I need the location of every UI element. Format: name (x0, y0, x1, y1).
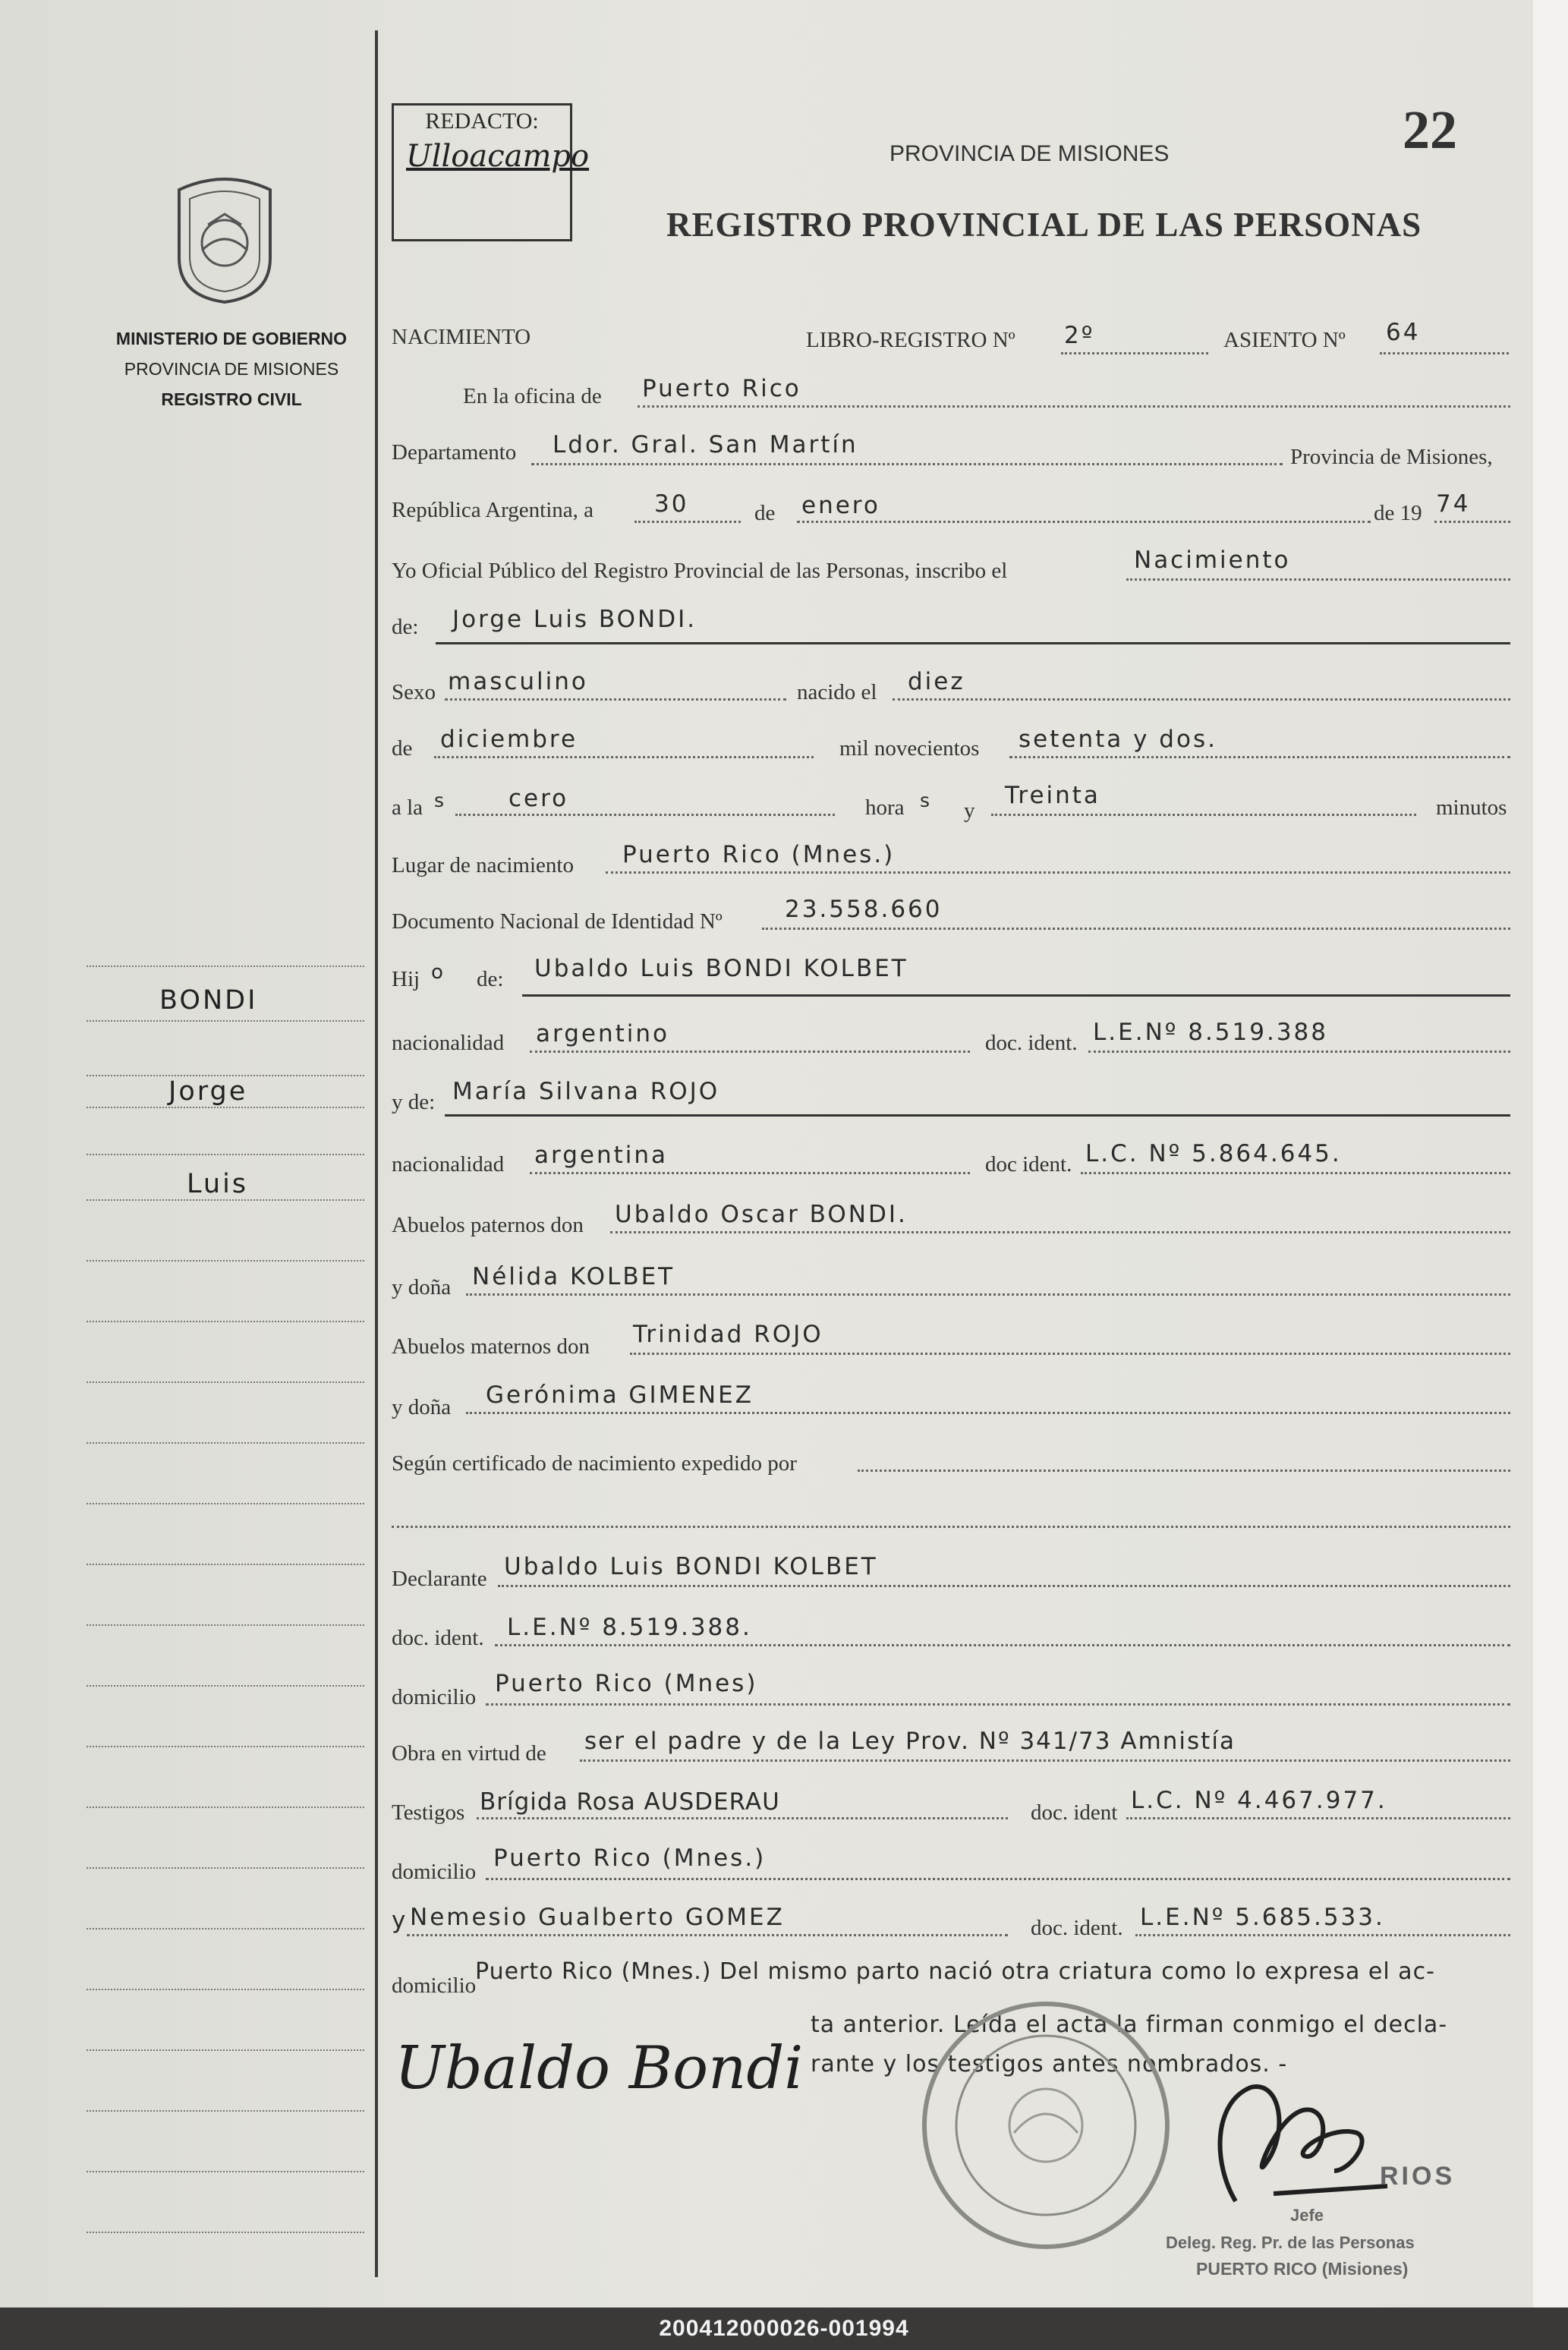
closing-title: Jefe (1290, 2206, 1324, 2225)
value-padre-doc: L.E.Nº 8.519.388 (1093, 1019, 1328, 1046)
label-abuelos-maternos: Abuelos maternos don (392, 1334, 590, 1359)
value-nombre: Jorge Luis BONDI. (452, 606, 697, 633)
line-declarante (498, 1585, 1510, 1587)
margin-first-name: Jorge (168, 1076, 248, 1107)
value-testigo2-dom: Puerto Rico (Mnes.) Del mismo parto nació otra criatura como lo expresa el ac- (475, 1958, 1435, 1985)
line-nacido-dia (893, 698, 1510, 701)
label-testigos: Testigos (392, 1800, 465, 1825)
value-decl-doc: L.E.Nº 8.519.388. (507, 1614, 752, 1641)
label-republica: República Argentina, a (392, 498, 594, 522)
official-stamp-icon (917, 1996, 1175, 2254)
margin-line (87, 1199, 364, 1201)
line-testigo1 (477, 1817, 1008, 1819)
value-libro: 2º (1064, 322, 1095, 349)
line-sexo (445, 698, 786, 701)
line-hora (455, 814, 835, 816)
line-padre-nac (530, 1051, 970, 1053)
value-nacido-mes: diciembre (440, 726, 578, 753)
value-inscribe: Nacimiento (1134, 547, 1291, 574)
label-de-nombre: de: (392, 615, 419, 639)
ministry-name: MINISTERIO DE GOBIERNO (115, 329, 348, 348)
label-departamento: Departamento (392, 440, 517, 465)
value-decl-dom: Puerto Rico (Mnes) (495, 1670, 758, 1697)
label-de: de (754, 501, 776, 525)
header-registry: REGISTRO PROVINCIAL DE LAS PERSONAS (666, 206, 1422, 244)
label-nacido-el: nacido el (797, 680, 877, 704)
value-declarante: Ubaldo Luis BONDI KOLBET (504, 1553, 878, 1580)
registry-name: REGISTRO CIVIL (161, 389, 302, 409)
value-dia: 30 (654, 490, 689, 518)
line-decl-dom (486, 1703, 1510, 1706)
label-libro: LIBRO-REGISTRO Nº (806, 328, 1015, 352)
line-lugar (606, 871, 1510, 874)
value-nacido-dia: diez (908, 668, 965, 695)
value-abuela-mat: Gerónima GIMENEZ (486, 1381, 754, 1409)
label-de-mes: de (392, 736, 413, 761)
line-decl-doc (495, 1644, 1510, 1646)
line-testigo2 (407, 1934, 1008, 1936)
margin-line (87, 1020, 364, 1022)
value-nacido-anio: setenta y dos. (1019, 726, 1217, 753)
label-doc-ident-padre: doc. ident. (985, 1031, 1078, 1055)
note-line-1: ta anterior. Leída el acta la firman conmigo el decla- (811, 2011, 1448, 2038)
label-documento: Documento Nacional de Identidad Nº (392, 909, 723, 934)
value-obra: ser el padre y de la Ley Prov. Nº 341/73 Amnistía (584, 1728, 1236, 1755)
label-testigo2-domicilio: domicilio (392, 1974, 477, 1998)
value-madre-doc: L.C. Nº 5.864.645. (1085, 1140, 1342, 1167)
line-testigo2-doc (1135, 1934, 1510, 1936)
line-madre-nac (530, 1172, 970, 1174)
value-asiento: 64 (1386, 319, 1421, 346)
line-nacido-mes (434, 756, 814, 758)
label-nacimiento: NACIMIENTO (392, 325, 531, 349)
label-provincia-misiones: Provincia de Misiones, (1290, 445, 1493, 469)
value-padre: Ubaldo Luis BONDI KOLBET (534, 955, 908, 982)
oficial-signature-icon (1182, 2072, 1410, 2209)
line-mes (797, 521, 1371, 523)
line-obra (580, 1759, 1510, 1762)
value-hij-suffix: o (431, 961, 446, 984)
line-anio (1434, 521, 1510, 523)
label-doc-ident-testigo1: doc. ident (1031, 1800, 1118, 1825)
label-y-de: y de: (392, 1090, 436, 1114)
line-padre-doc (1088, 1051, 1510, 1053)
label-oficina: En la oficina de (463, 384, 602, 408)
label-mil-novecientos: mil novecientos (839, 736, 980, 761)
value-hora-suffix: s (920, 789, 933, 811)
line-segun-2 (392, 1526, 1510, 1528)
line-minutos (991, 814, 1416, 816)
label-sexo: Sexo (392, 680, 436, 704)
label-lugar: Lugar de nacimiento (392, 853, 574, 877)
province-name: PROVINCIA DE MISIONES (124, 359, 339, 379)
page-number: 22 (1403, 99, 1457, 160)
label-nacionalidad-madre: nacionalidad (392, 1152, 505, 1177)
value-testigo2-prefix: y (392, 1907, 408, 1934)
label-doc-ident-madre: doc ident. (985, 1152, 1072, 1177)
value-minutos: Treinta (1005, 782, 1100, 809)
line-oficina (638, 405, 1510, 408)
label-declarante: Declarante (392, 1567, 487, 1591)
value-anio: 74 (1436, 490, 1471, 518)
line-abuelo-pat (610, 1231, 1510, 1233)
value-hora: cero (508, 785, 569, 812)
label-abuelos-paternos: Abuelos paternos don (392, 1213, 584, 1237)
line-abuela-mat (466, 1412, 1510, 1414)
ministry-block (83, 323, 379, 414)
label-decl-domicilio: domicilio (392, 1685, 477, 1709)
label-y-dona-pat: y doña (392, 1275, 452, 1299)
margin-middle-name: Luis (187, 1169, 249, 1199)
value-testigo2: Nemesio Gualberto GOMEZ (410, 1904, 785, 1931)
label-decl-doc: doc. ident. (392, 1626, 484, 1650)
label-yo-oficial: Yo Oficial Público del Registro Provincial de las Personas, inscribo el (392, 559, 1008, 583)
line-dni (762, 928, 1510, 930)
label-testigo1-domicilio: domicilio (392, 1860, 477, 1884)
line-padre (522, 994, 1510, 997)
label-segun: Según certificado de nacimiento expedido por (392, 1451, 797, 1476)
line-testigo1-doc (1126, 1817, 1510, 1819)
value-testigo2-doc: L.E.Nº 5.685.533. (1140, 1904, 1385, 1931)
page-edge (1533, 0, 1568, 2307)
line-abuelo-mat (630, 1353, 1510, 1355)
label-doc-ident-testigo2: doc. ident. (1031, 1916, 1123, 1940)
label-hij: Hij (392, 967, 420, 991)
label-de-19: de 19 (1374, 501, 1422, 525)
declarante-signature: Ubaldo Bondi (395, 2034, 804, 2103)
closing-place: PUERTO RICO (Misiones) (1196, 2259, 1409, 2279)
value-testigo1-dom: Puerto Rico (Mnes.) (493, 1844, 767, 1872)
label-a-la: a la (392, 795, 423, 820)
note-line-2: rante y los testigos antes nombrados. - (811, 2051, 1288, 2078)
value-lugar: Puerto Rico (Mnes.) (622, 841, 896, 868)
margin-surname: BONDI (159, 985, 258, 1016)
label-y: y (964, 799, 975, 823)
value-departamento: Ldor. Gral. San Martín (553, 431, 858, 458)
line-nacido-anio (1009, 756, 1510, 758)
redacto-signature: Ulloacampo (406, 139, 590, 174)
line-departamento (531, 463, 1283, 465)
value-madre-nac: argentina (534, 1142, 669, 1169)
value-abuelo-pat: Ubaldo Oscar BONDI. (615, 1201, 908, 1228)
closing-office: Deleg. Reg. Pr. de las Personas (1166, 2233, 1415, 2252)
label-minutos: minutos (1436, 795, 1507, 820)
line-nombre (436, 642, 1510, 644)
margin-line (87, 1107, 364, 1108)
label-asiento: ASIENTO Nº (1223, 328, 1346, 352)
value-padre-nac: argentino (536, 1020, 669, 1047)
value-mes: enero (801, 492, 880, 519)
value-abuela-pat: Nélida KOLBET (472, 1263, 675, 1290)
line-libro (1061, 352, 1208, 354)
header-province: PROVINCIA DE MISIONES (889, 141, 1170, 166)
provincial-seal-icon (165, 175, 284, 304)
value-abuelo-mat: Trinidad ROJO (633, 1321, 823, 1348)
margin-line (87, 966, 364, 967)
label-nacionalidad-padre: nacionalidad (392, 1031, 505, 1055)
redacto-box (392, 103, 590, 241)
label-y-dona-mat: y doña (392, 1395, 452, 1419)
line-madre-doc (1081, 1172, 1510, 1174)
line-asiento (1380, 352, 1509, 354)
margin-line (87, 1154, 364, 1155)
line-segun (858, 1470, 1510, 1472)
closing-name: RIOS (1380, 2162, 1456, 2191)
footer-code: 200412000026-001994 (0, 2307, 1568, 2350)
line-testigo1-dom (486, 1878, 1510, 1880)
redacto-title: REDACTO: (425, 109, 539, 134)
value-madre: María Silvana ROJO (452, 1078, 720, 1105)
value-sexo: masculino (448, 668, 588, 695)
value-dni: 23.558.660 (785, 896, 943, 923)
label-hij-de: de: (477, 967, 504, 991)
value-testigo1-doc: L.C. Nº 4.467.977. (1131, 1787, 1387, 1814)
label-obra: Obra en virtud de (392, 1741, 546, 1766)
label-hora: hora (865, 795, 905, 820)
value-hora-s: s (434, 789, 447, 811)
line-inscribe (1126, 578, 1510, 581)
line-madre (445, 1114, 1510, 1117)
value-testigo1: Brígida Rosa AUSDERAU (480, 1788, 780, 1816)
line-dia (634, 521, 741, 523)
line-abuela-pat (466, 1293, 1510, 1296)
value-oficina: Puerto Rico (642, 375, 801, 402)
